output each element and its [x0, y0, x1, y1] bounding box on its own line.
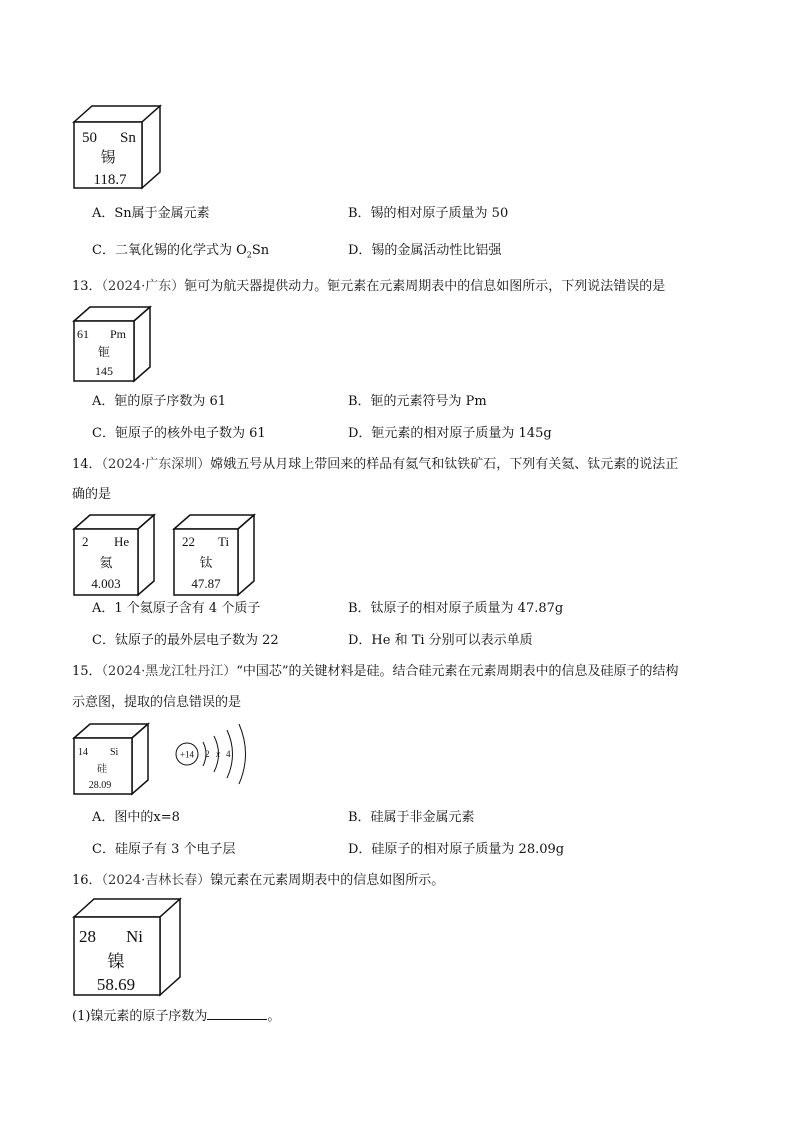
atomic-number: 50 — [82, 130, 97, 146]
question-text: “中国芯”的关键材料是硅。结合硅元素在元素周期表中的信息及硅原子的结构 — [236, 664, 679, 679]
pm-element-tile — [72, 305, 154, 385]
sub-question-text: (1)镍元素的原子序数为 — [72, 1009, 208, 1024]
atomic-number: 14 — [78, 747, 88, 758]
nucleus-charge: +14 — [179, 749, 195, 760]
sub-question-end: 。 — [267, 1009, 281, 1024]
element-name: 硅 — [97, 764, 107, 775]
q15-option-c: C．硅原子有 3 个电子层 — [92, 842, 236, 857]
q13-option-a: A．钷的原子序数为 61 — [92, 394, 227, 409]
ni-element-tile — [72, 897, 184, 999]
question-number: 13． — [72, 279, 102, 294]
si-element-tile — [72, 722, 152, 798]
atomic-mass: 28.09 — [88, 780, 112, 791]
atomic-mass: 4.003 — [91, 576, 121, 591]
element-symbol: Ti — [218, 534, 230, 549]
q15-stem-line1 — [72, 663, 679, 681]
q12-option-c-text: C．二氧化锡的化学式为 O — [92, 243, 247, 258]
atomic-number: 28 — [79, 927, 96, 946]
q14-option-b: B．钛原子的相对原子质量为 47.87g — [348, 601, 564, 616]
atomic-number: 2 — [82, 534, 89, 549]
q13-option-b: B．钷的元素符号为 Pm — [348, 394, 487, 409]
q12-option-c-tail: Sn — [251, 243, 270, 258]
answer-blank[interactable] — [207, 1006, 267, 1020]
si-atom-structure-diagram — [172, 722, 262, 786]
q12-option-a: A．Sn属于金属元素 — [92, 206, 210, 221]
question-text: 嫦娥五号从月球上带回来的样品有氦气和钛铁矿石，下列有关氦、钛元素的说法正 — [210, 457, 679, 472]
q12-option-d: D．锡的金属活动性比铝强 — [348, 243, 502, 258]
atomic-number: 61 — [77, 327, 89, 341]
shell1-electrons: 2 — [205, 749, 210, 759]
element-name: 锡 — [100, 150, 116, 166]
question-number: 15． — [72, 664, 102, 679]
question-number: 14． — [72, 457, 102, 472]
element-name: 镍 — [107, 952, 125, 971]
q14-stem-line1 — [72, 456, 678, 474]
question-source: （2024·黑龙江牡丹江） — [101, 664, 237, 679]
q16-stem — [72, 872, 444, 890]
q14-stem-line2: 确的是 — [72, 487, 112, 502]
q16-sub1 — [72, 1006, 280, 1026]
sn-element-tile — [72, 104, 164, 190]
subscript: 2 — [246, 250, 252, 260]
he-element-tile — [72, 513, 158, 597]
shell3-electrons: 4 — [226, 749, 231, 759]
q13-option-c: C．钷原子的核外电子数为 61 — [92, 426, 266, 441]
atomic-mass: 58.69 — [96, 975, 136, 994]
element-name: 氦 — [99, 555, 113, 570]
q15-option-a: A．图中的x=8 — [92, 810, 180, 825]
q12-option-c — [92, 242, 269, 265]
question-source: （2024·吉林长春） — [101, 873, 211, 888]
q15-stem-line2: 示意图，提取的信息错误的是 — [72, 695, 242, 710]
question-source: （2024·广东深圳） — [101, 457, 211, 472]
ti-element-tile — [172, 513, 258, 597]
electron-shell-4 — [239, 724, 246, 784]
element-symbol: He — [114, 534, 130, 549]
q14-option-c: C．钛原子的最外层电子数为 22 — [92, 633, 279, 648]
q12-option-b: B．锡的相对原子质量为 50 — [348, 206, 509, 221]
element-symbol: Ni — [126, 927, 143, 946]
element-symbol: Si — [110, 747, 119, 758]
atomic-mass: 118.7 — [93, 172, 127, 188]
question-text: 镍元素在元素周期表中的信息如图所示。 — [210, 873, 445, 888]
atomic-mass: 47.87 — [191, 576, 221, 591]
element-name: 钛 — [199, 555, 213, 570]
q15-option-b: B．硅属于非金属元素 — [348, 810, 475, 825]
q14-option-a: A．1 个氦原子含有 4 个质子 — [92, 601, 261, 616]
question-source: （2024·广东） — [101, 279, 185, 294]
q15-option-d: D．硅原子的相对原子质量为 28.09g — [348, 842, 565, 857]
atomic-mass: 145 — [95, 364, 113, 378]
q13-option-d: D．钷元素的相对原子质量为 145g — [348, 426, 552, 441]
question-number: 16． — [72, 873, 102, 888]
element-symbol: Pm — [110, 327, 127, 341]
question-text: 钷可为航天器提供动力。钷元素在元素周期表中的信息如图所示，下列说法错误的是 — [184, 279, 666, 294]
element-symbol: Sn — [120, 130, 136, 146]
q13-stem — [72, 278, 665, 296]
element-name: 钷 — [97, 345, 111, 359]
shell2-electrons: x — [216, 749, 220, 759]
atomic-number: 22 — [182, 534, 195, 549]
q14-option-d: D．He 和 Ti 分别可以表示单质 — [348, 633, 533, 648]
